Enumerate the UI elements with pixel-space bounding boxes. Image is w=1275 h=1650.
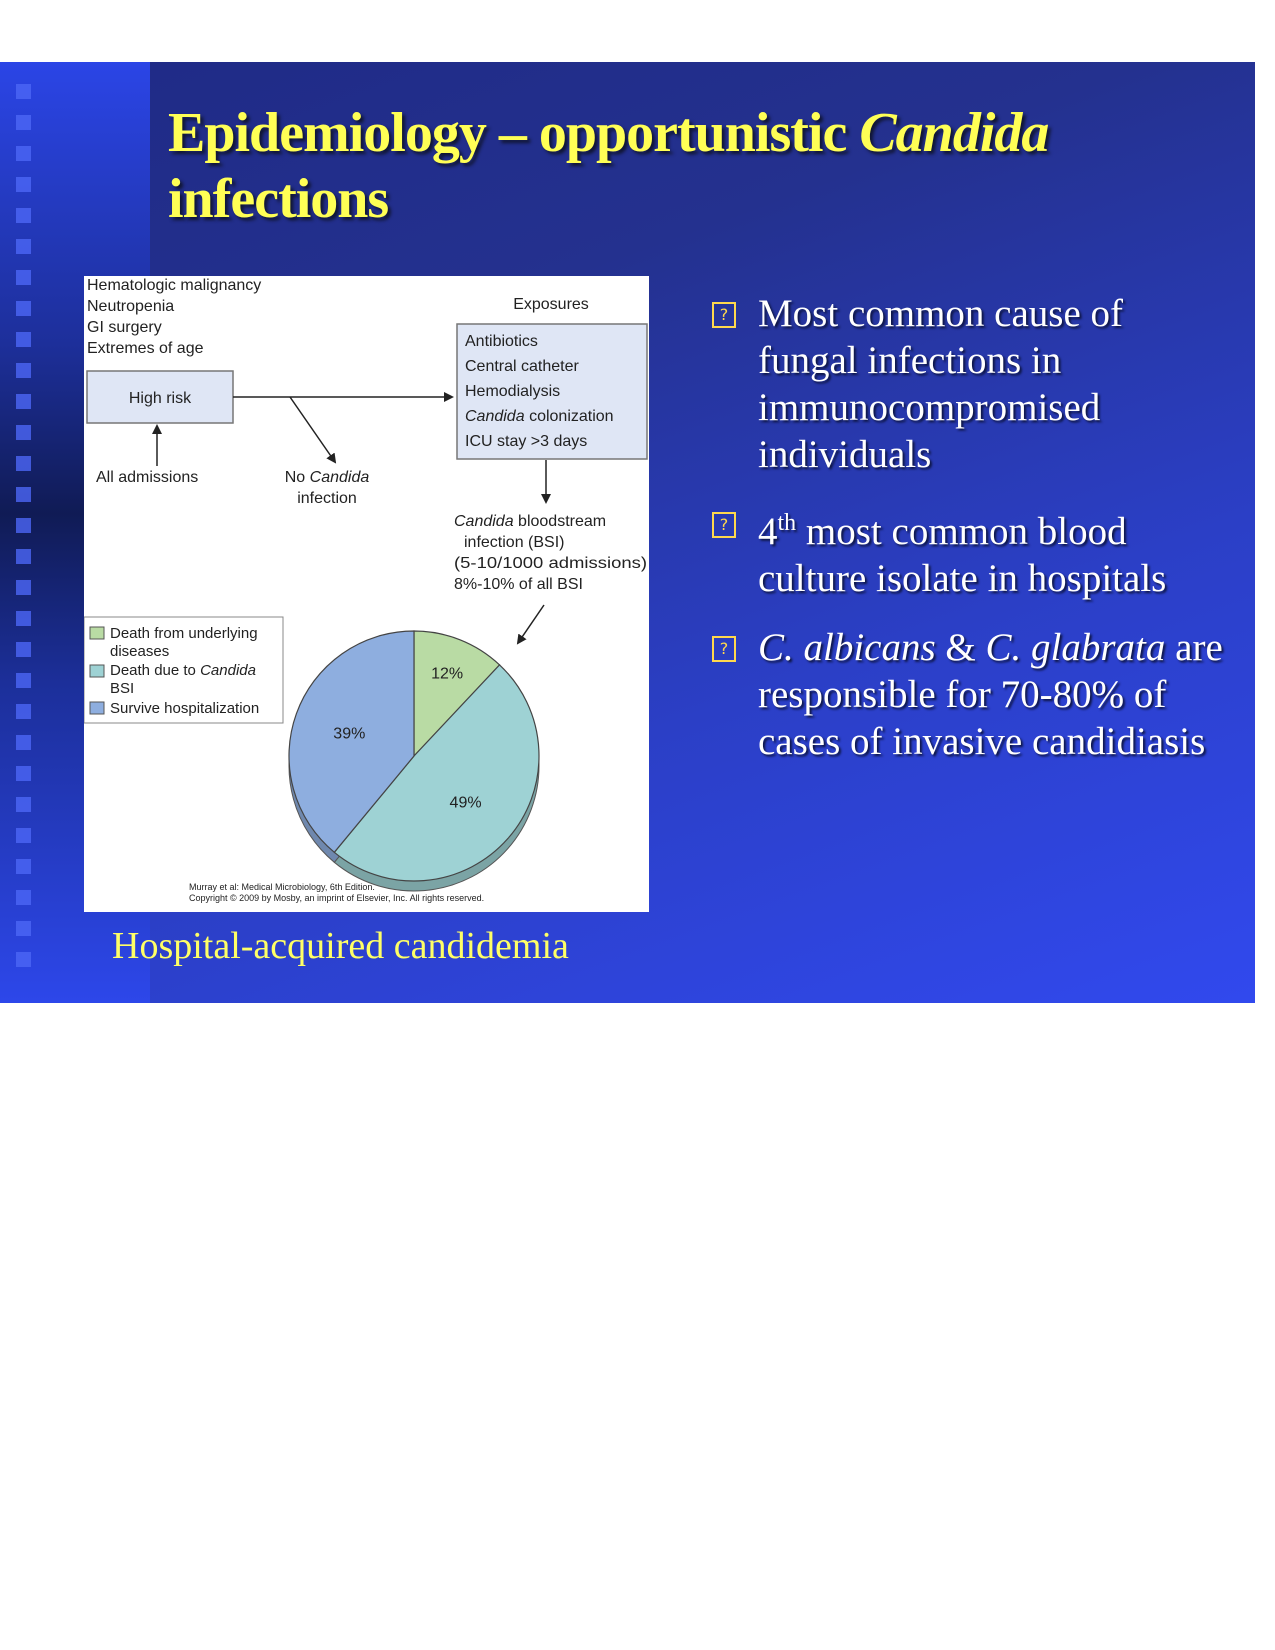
risk-factor-1: Hematologic malignancy — [87, 277, 262, 294]
legend-swatch-1 — [90, 627, 104, 639]
pie-slice-label: 49% — [449, 794, 482, 812]
decorative-square — [16, 828, 31, 843]
bullet-placeholder-icon: ? — [712, 512, 736, 538]
bullet-list — [712, 290, 1232, 787]
bsi-line-2: infection (BSI) — [464, 534, 565, 551]
decorative-square — [16, 84, 31, 99]
decorative-square — [16, 239, 31, 254]
slide-title: Epidemiology – opportunistic Candida infections — [168, 102, 1049, 230]
decorative-square — [16, 952, 31, 967]
decorative-square — [16, 859, 31, 874]
decorative-square — [16, 580, 31, 595]
decorative-square — [16, 146, 31, 161]
high-risk-label: High risk — [128, 390, 192, 407]
decorative-square — [16, 890, 31, 905]
bullet-item-2 — [712, 500, 1232, 602]
legend-item-3: Survive hospitalization — [110, 700, 260, 717]
bullet-placeholder-icon: ? — [712, 302, 736, 328]
bullet-text-1: Most common cause of fungal infections in immunocompromised individuals — [758, 292, 1124, 476]
all-admissions-label: All admissions — [96, 469, 199, 486]
slide — [0, 62, 1255, 1003]
decorative-square — [16, 332, 31, 347]
legend-item-2-line2: BSI — [110, 680, 135, 697]
citation-line-2: Copyright © 2009 by Mosby, an imprint of Elsevier, Inc. All rights reserved. — [189, 893, 485, 903]
bullet-item-1 — [712, 290, 1232, 478]
decorative-square — [16, 704, 31, 719]
decorative-square — [16, 208, 31, 223]
outcome-pie-chart — [289, 631, 539, 891]
citation-line-1: Murray et al: Medical Microbiology, 6th Edition. — [189, 882, 375, 892]
bullet-text-2: 4th most common blood culture isolate in hospitals — [758, 510, 1167, 600]
decorative-square — [16, 301, 31, 316]
decorative-square — [16, 518, 31, 533]
exposures-header: Exposures — [513, 296, 589, 313]
decorative-square — [16, 363, 31, 378]
legend-item-1-line2: diseases — [110, 643, 170, 660]
arrow-to-pie — [518, 605, 544, 643]
decorative-square — [16, 642, 31, 657]
bullet-item-3 — [712, 624, 1232, 765]
decorative-square — [16, 735, 31, 750]
decorative-square — [16, 487, 31, 502]
decorative-square — [16, 270, 31, 285]
decorative-square — [16, 611, 31, 626]
bsi-line-3: (5-10/1000 admissions) — [454, 555, 647, 572]
legend-item-1: Death from underlying — [110, 625, 258, 642]
decorative-square — [16, 177, 31, 192]
decorative-square — [16, 425, 31, 440]
risk-factor-2: Neutropenia — [87, 298, 175, 315]
bullet-placeholder-icon: ? — [712, 636, 736, 662]
exposure-4: Candida colonization — [465, 408, 614, 425]
risk-factor-4: Extremes of age — [87, 340, 204, 357]
bullet-text-3: C. albicans & C. glabrata are responsible for 70-80% of cases of invasive candidiasis — [758, 626, 1223, 763]
exposure-5: ICU stay >3 days — [465, 433, 588, 450]
arrow-no-candida — [290, 397, 335, 462]
decorative-square — [16, 456, 31, 471]
decorative-square — [16, 673, 31, 688]
decorative-square — [16, 921, 31, 936]
pie-slice-label: 12% — [431, 665, 464, 683]
figure-caption: Hospital-acquired candidemia — [112, 925, 569, 967]
pie-slice-label: 39% — [333, 725, 366, 743]
bsi-line-4: 8%-10% of all BSI — [454, 576, 583, 593]
bsi-line-1: Candida bloodstream — [454, 513, 607, 530]
legend-item-2: Death due to Candida — [110, 662, 256, 679]
exposure-1: Antibiotics — [465, 333, 538, 350]
exposure-2: Central catheter — [465, 358, 579, 375]
decorative-square — [16, 797, 31, 812]
legend-swatch-3 — [90, 702, 104, 714]
candidemia-figure — [84, 276, 649, 912]
exposure-3: Hemodialysis — [465, 383, 561, 400]
decorative-square — [16, 115, 31, 130]
decorative-square — [16, 394, 31, 409]
decorative-square — [16, 766, 31, 781]
risk-factor-3: GI surgery — [87, 319, 162, 336]
no-candida-label-line2: infection — [297, 490, 357, 507]
legend-swatch-2 — [90, 665, 104, 677]
no-candida-label: No Candida — [284, 469, 370, 486]
decorative-square — [16, 549, 31, 564]
